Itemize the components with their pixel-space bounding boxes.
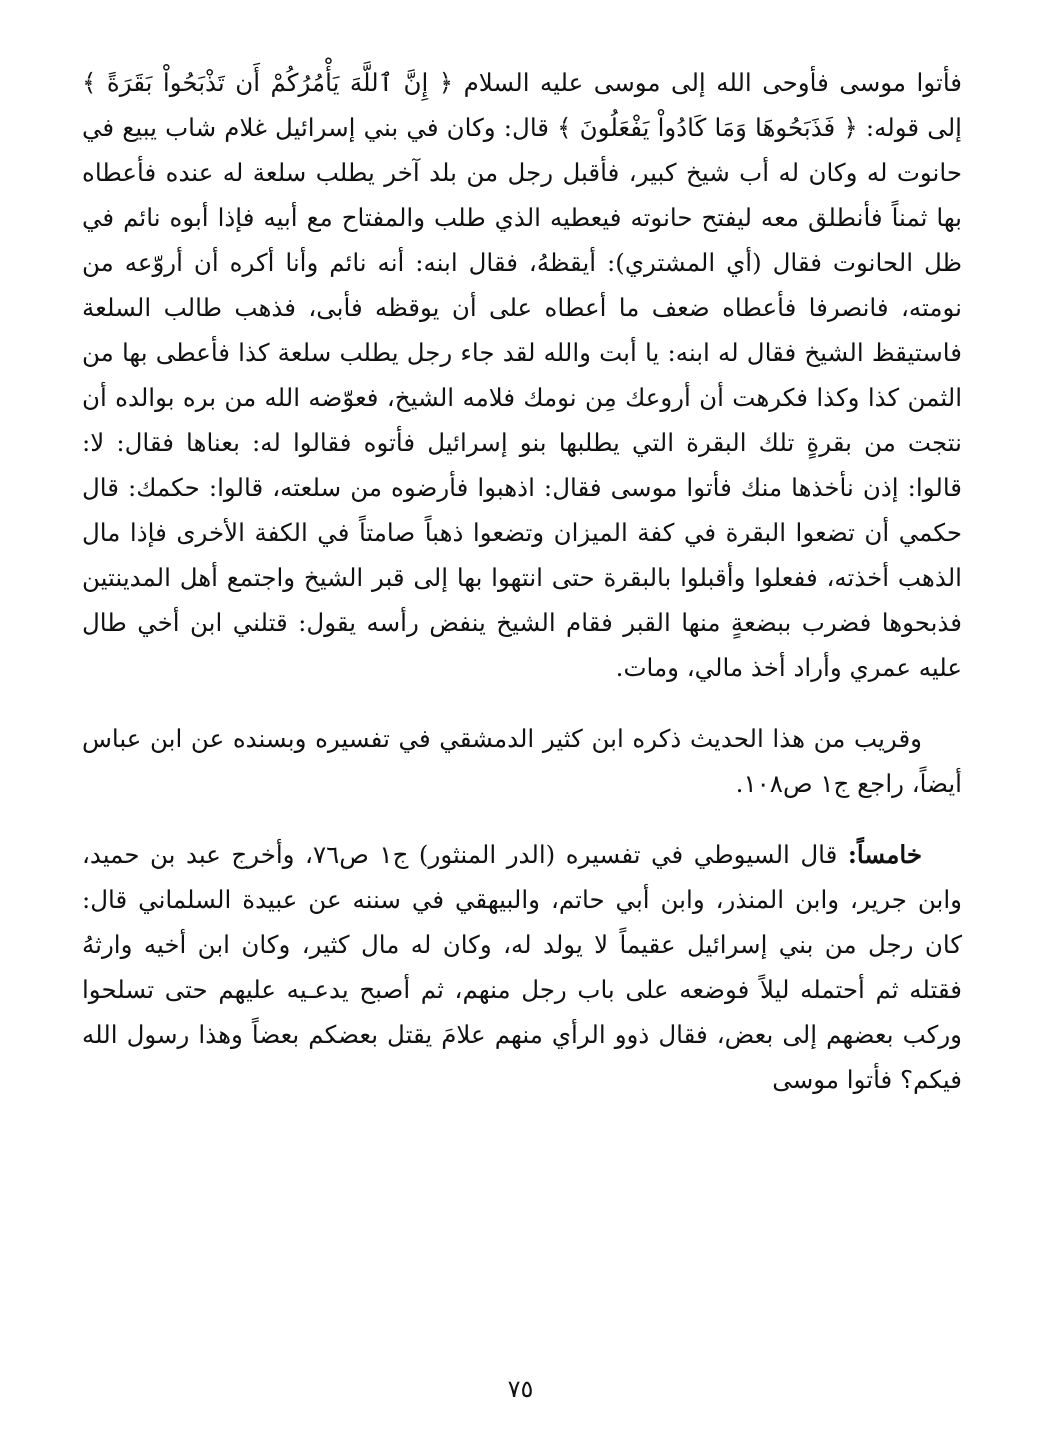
paragraph-1-text: فأتوا موسى فأوحى الله إلى موسى عليه السلام ﴿ إِنَّ ٱللَّهَ يَأْمُرُكُمْ أَن تَذْبَحُواْ بَقَرَةً ﴾ إلى قوله: ﴿ فَذَبَحُوهَا وَمَا كَادُواْ يَفْعَلُونَ ﴾ قال: وكان في بني إسرائيل غلام شاب يبيع في حانوت له وكان له أب شيخ كبير، فأقبل رجل من بلد آخر يطلب سلعة له عنده فأعطاه بها ثمناً فأنطلق معه ليفتح حانوته فيعطيه الذي طلب والمفتاح مع أبيه فإذا أبوه نائم في ظل الحانوت فقال (أي المشتري): أيقظهُ، فقال ابنه: أنه نائم وأنا أكره أن أروّعه من نومته، فانصرفا فأعطاه ضعف ما أعطاه على أن يوقظه فأبى، فذهب طالب السلعة فاستيقظ الشيخ فقال له ابنه: يا أبت والله لقد جاء رجل يطلب سلعة كذا فأعطى بها من الثمن كذا وكذا فكرهت أن أروعك مِن نومك فلامه الشيخ، فعوّضه الله من بره بوالده أن نتجت من بقرةٍ تلك البقرة التي يطلبها بنو إسرائيل فأتوه فقالوا له: بعناها فقال: لا: قالوا: إذن نأخذها منك فأتوا موسى فقال: اذهبوا فأرضوه من سلعته، قالوا: حكمك: قال حكمي أن تضعوا البقرة في كفة الميزان وتضعوا ذهباً صامتاً في الكفة الأخرى فإذا مال الذهب أخذته، ففعلوا وأقبلوا بالبقرة حتى انتهوا بها إلى قبر الشيخ واجتمع أهل المدينتين فذبحوها فضرب ببضعةٍ منها القبر فقام الشيخ ينفض رأسه يقول: قتلني ابن أخي طال عليه عمري وأراد أخذ مالي، ومات. bbox=[82, 68, 962, 682]
paragraph-1 bbox=[82, 60, 962, 690]
paragraph-3-text: قال السيوطي في تفسيره (الدر المنثور) ج١ ص٧٦، وأخرج عبد بن حميد، وابن جرير، وابن المنذر، وابن أبي حاتم، والبيهقي في سننه عن عبيدة السلماني قال: كان رجل من بني إسرائيل عقيماً لا يولد له، وكان له مال كثير، وكان ابن أخيه وارثهُ فقتله ثم أحتمله ليلاً فوضعه على باب رجل منهم، ثم أصبح يدعـيه عليهم حتى تسلحوا وركب بعضهم إلى بعض، فقال ذوو الرأي منهم علامَ يقتل بعضكم بعضاً وهذا رسول الله فيكم؟ فأتوا موسى bbox=[82, 840, 962, 1094]
page-number: ٧٥ bbox=[507, 1375, 534, 1403]
paragraph-2-text: وقريب من هذا الحديث ذكره ابن كثير الدمشقي في تفسيره وبسنده عن ابن عباس أيضاً، راجع ج١ ص١٠٨. bbox=[82, 724, 962, 798]
paragraph-2 bbox=[82, 716, 962, 806]
paragraph-3-lead: خامساً: bbox=[847, 840, 922, 869]
paragraph-3 bbox=[82, 832, 962, 1102]
page-body bbox=[82, 60, 962, 1102]
